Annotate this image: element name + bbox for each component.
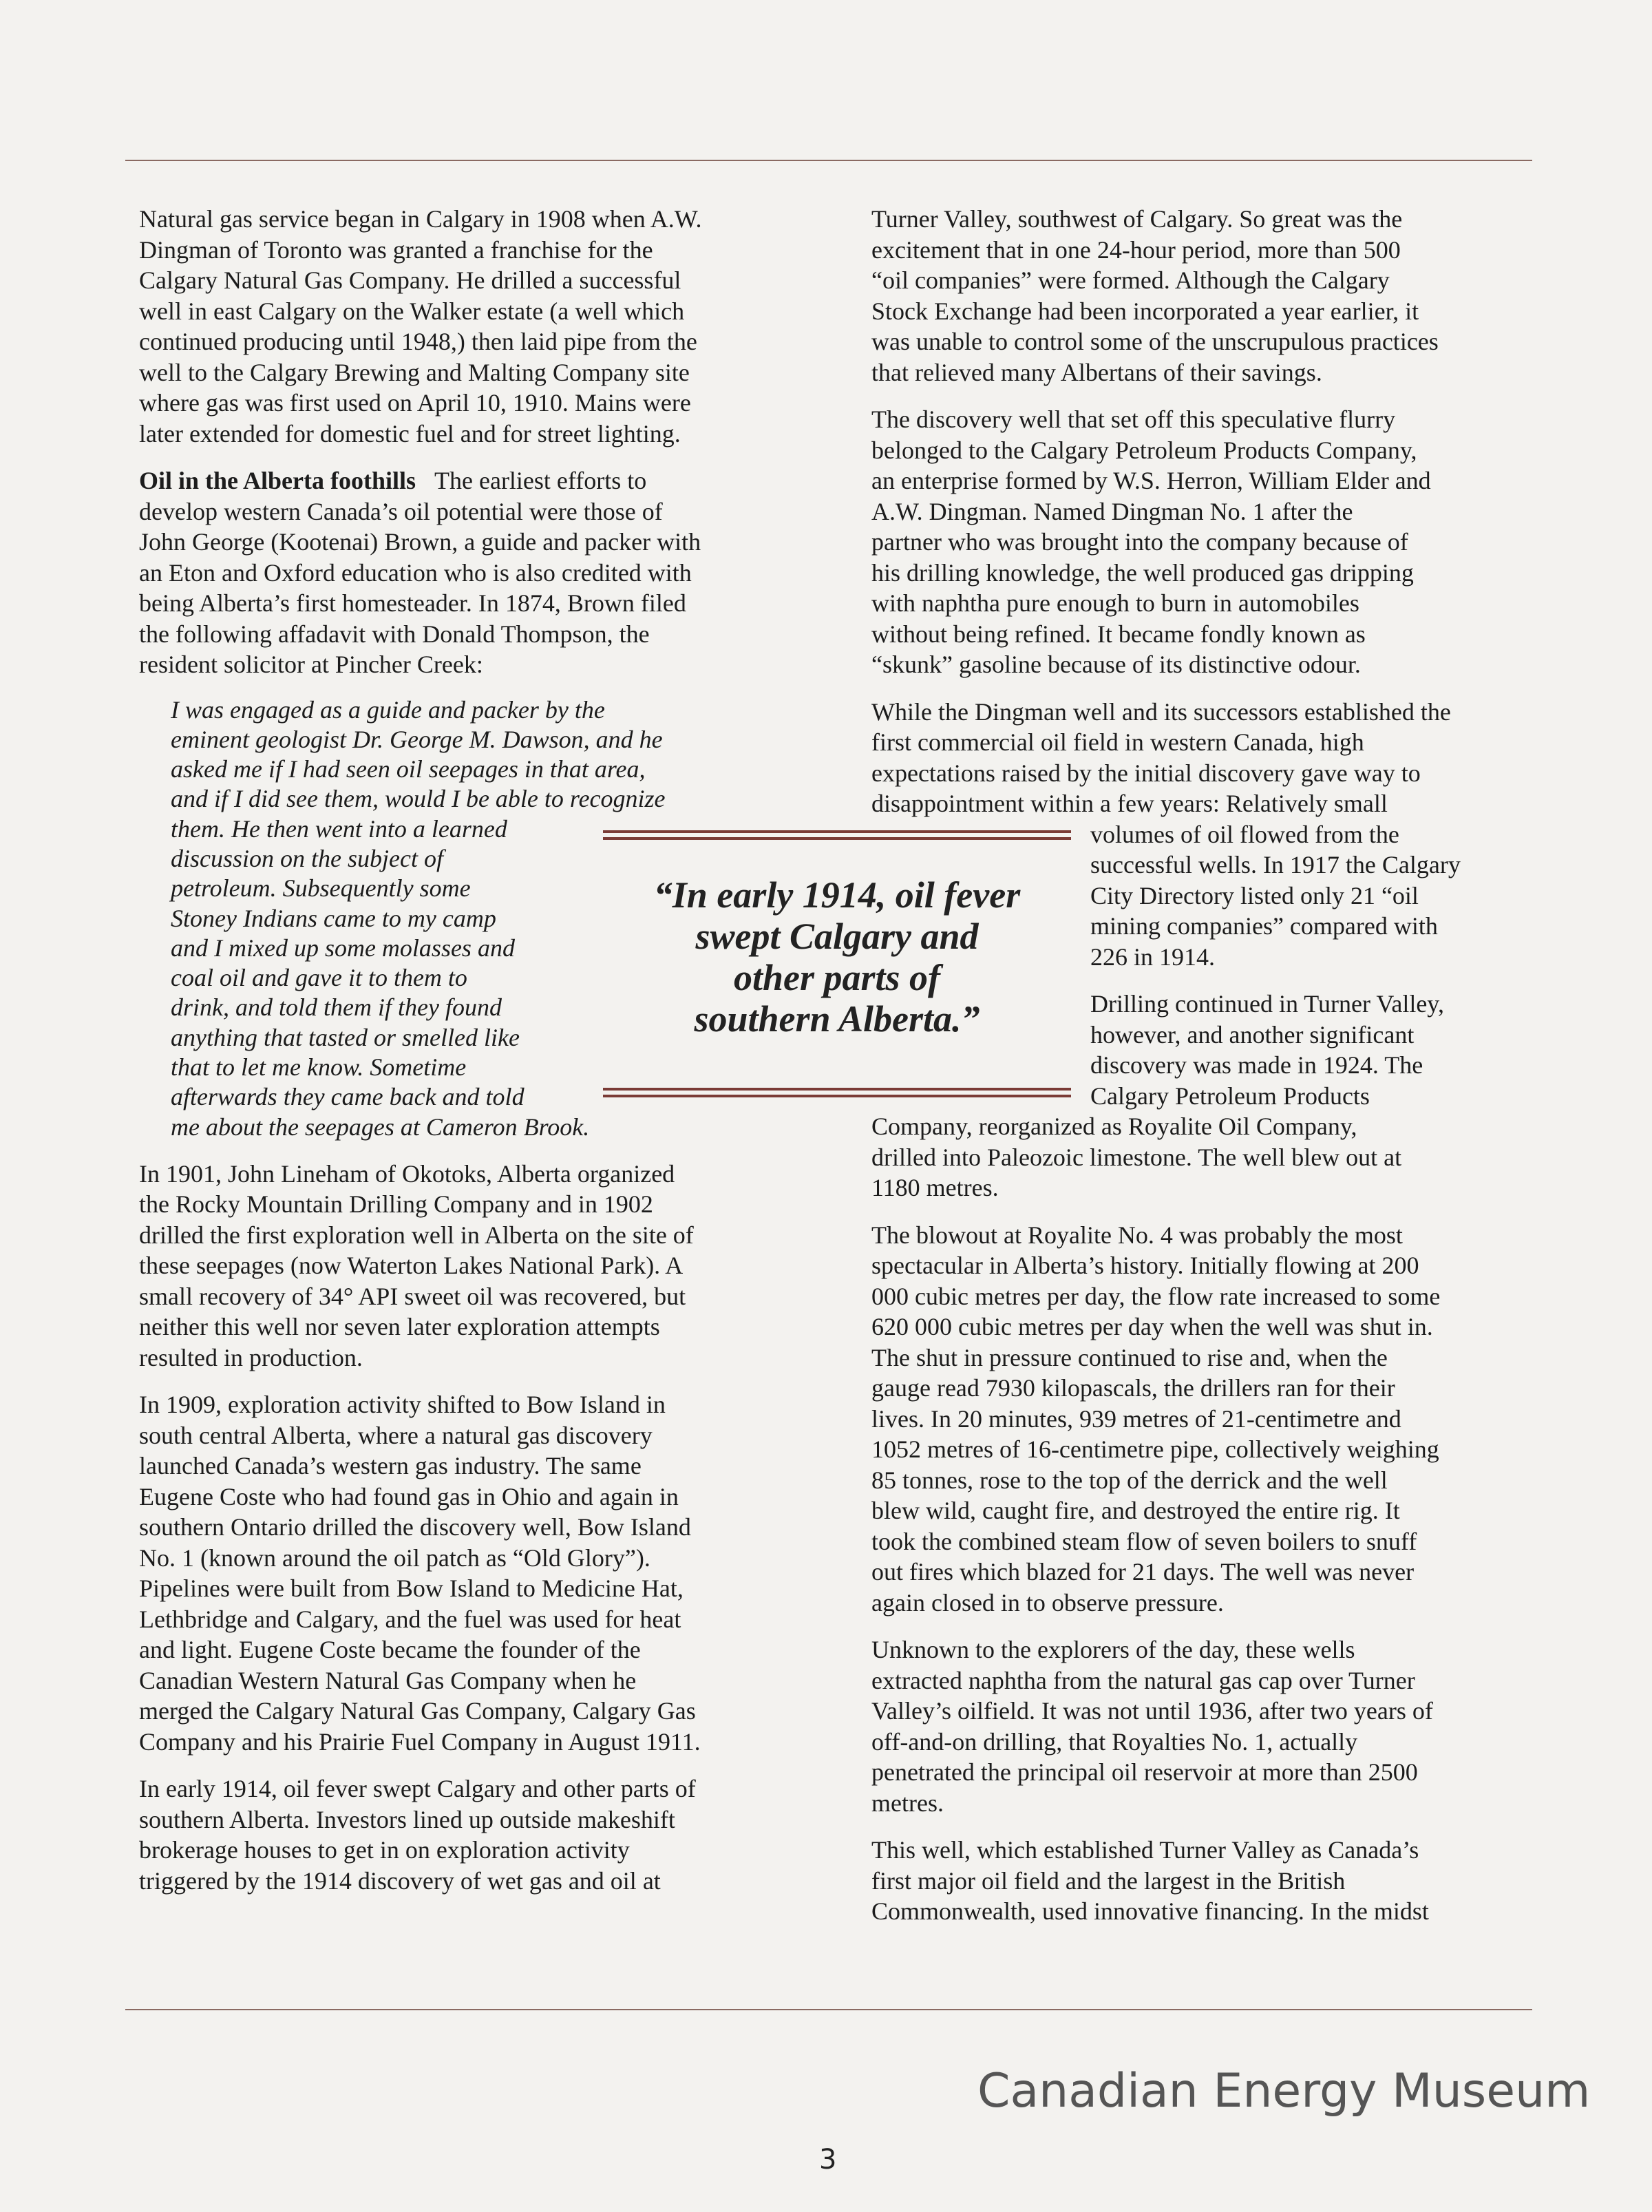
pull-quote-rule xyxy=(603,830,1071,840)
paragraph xyxy=(871,1835,1536,1927)
text-line: resulted in production. xyxy=(139,1343,363,1371)
section-heading: Oil in the Alberta foothills xyxy=(139,467,416,494)
text-line: lives. In 20 minutes, 939 metres of 21-centimetre and xyxy=(871,1404,1401,1433)
text-line: successful wells. In 1917 the Calgary xyxy=(1090,851,1461,878)
bottom-rule xyxy=(125,2009,1532,2010)
text-line: expectations raised by the initial discovery gave way to xyxy=(871,759,1421,787)
text-line: John George (Kootenai) Brown, a guide and packer with xyxy=(139,528,701,556)
text-line: coal oil and gave it to them to xyxy=(171,964,467,992)
text-line: The earliest efforts to xyxy=(434,467,647,494)
text-line: well to the Calgary Brewing and Malting Company site xyxy=(139,358,690,386)
text-line: “In early 1914, oil fever xyxy=(653,874,1021,916)
text-line: brokerage houses to get in on exploration activity xyxy=(139,1836,630,1864)
text-line: the following affadavit with Donald Thompson, the xyxy=(139,620,650,648)
text-line: neither this well nor seven later exploration attempts xyxy=(139,1313,660,1341)
text-line: anything that tasted or smelled like xyxy=(171,1023,520,1051)
paragraph xyxy=(139,465,793,680)
pull-quote-text xyxy=(617,874,1057,1040)
text-line: drilled the first exploration well in Alberta on the site of xyxy=(139,1221,694,1249)
text-line: The discovery well that set off this speculative flurry xyxy=(871,405,1396,433)
watermark: Canadian Energy Museum xyxy=(977,2064,1591,2118)
text-line: Company and his Prairie Fuel Company in August 1911. xyxy=(139,1727,701,1756)
text-line: Eugene Coste who had found gas in Ohio and again in xyxy=(139,1482,679,1510)
text-line: his drilling knowledge, the well produced gas dripping xyxy=(871,558,1414,587)
text-line: where gas was first used on April 10, 1910. Mains were xyxy=(139,389,691,417)
text-line: metres. xyxy=(871,1789,944,1817)
text-line: In early 1914, oil fever swept Calgary and other parts of xyxy=(139,1775,696,1803)
text-line: southern Alberta.” xyxy=(694,998,980,1040)
text-line: without being refined. It became fondly known as xyxy=(871,620,1366,648)
text-line: mining companies” compared with xyxy=(1090,912,1438,940)
paragraph xyxy=(139,204,793,449)
text-line: drink, and told them if they found xyxy=(171,993,502,1022)
text-line: continued producing until 1948,) then laid pipe from the xyxy=(139,328,697,355)
text-line: While the Dingman well and its successors established the xyxy=(871,697,1451,726)
text-line: volumes of oil flowed from the xyxy=(1090,820,1399,848)
text-line: 1180 metres. xyxy=(871,1174,999,1201)
text-line: me about the seepages at Cameron Brook. xyxy=(171,1113,590,1141)
pull-quote-rule xyxy=(603,1088,1071,1097)
text-line: A.W. Dingman. Named Dingman No. 1 after the xyxy=(871,497,1353,525)
text-line: Calgary Natural Gas Company. He drilled a successful xyxy=(139,266,681,294)
text-line: south central Alberta, where a natural gas discovery xyxy=(139,1421,653,1449)
pull-quote xyxy=(603,830,1071,1099)
text-line: excitement that in one 24-hour period, more than 500 xyxy=(871,235,1401,264)
text-line: southern Alberta. Investors lined up outside makeshift xyxy=(139,1805,675,1833)
text-line: The blowout at Royalite No. 4 was probably the most xyxy=(871,1221,1403,1249)
text-line: merged the Calgary Natural Gas Company, Calgary Gas xyxy=(139,1697,696,1725)
text-line: discussion on the subject of xyxy=(171,844,443,872)
text-line: afterwards they came back and told xyxy=(171,1083,525,1111)
text-line: Canadian Western Natural Gas Company when he xyxy=(139,1666,637,1694)
paragraph xyxy=(871,404,1536,680)
text-line: other parts of xyxy=(733,957,941,998)
text-line: and light. Eugene Coste became the founder of the xyxy=(139,1636,641,1664)
text-line: partner who was brought into the company because of xyxy=(871,528,1408,556)
text-line: petroleum. Subsequently some xyxy=(171,874,471,903)
text-line: these seepages (now Waterton Lakes National Park). A xyxy=(139,1252,684,1280)
text-line: an enterprise formed by W.S. Herron, William Elder and xyxy=(871,467,1431,494)
text-line: Turner Valley, southwest of Calgary. So great was the xyxy=(871,205,1403,233)
paragraph xyxy=(871,697,1536,819)
text-line: that relieved many Albertans of their savings. xyxy=(871,358,1322,386)
text-line: Lethbridge and Calgary, and the fuel was used for heat xyxy=(139,1605,681,1633)
text-line: again closed in to observe pressure. xyxy=(871,1588,1224,1616)
text-line: first major oil field and the largest in the British xyxy=(871,1866,1346,1895)
paragraph xyxy=(871,204,1536,388)
text-line: penetrated the principal oil reservoir at more than 2500 xyxy=(871,1758,1418,1786)
text-line: extracted naphtha from the natural gas cap over Turner xyxy=(871,1666,1415,1694)
text-line: gauge read 7930 kilopascals, the drillers ran for their xyxy=(871,1374,1395,1402)
text-line: first commercial oil field in western Canada, high xyxy=(871,728,1364,756)
text-line: 620 000 cubic metres per day when the well was shut in. xyxy=(871,1313,1433,1340)
text-line: swept Calgary and xyxy=(695,916,979,957)
text-line: Natural gas service began in Calgary in 1908 when A.W. xyxy=(139,205,702,233)
text-line: launched Canada’s western gas industry. The same xyxy=(139,1452,642,1480)
text-line: asked me if I had seen oil seepages in that area, xyxy=(171,755,646,783)
text-line: southern Ontario drilled the discovery well, Bow Island xyxy=(139,1513,691,1541)
text-line: Dingman of Toronto was granted a franchise for the xyxy=(139,235,653,264)
text-line: resident solicitor at Pincher Creek: xyxy=(139,651,483,678)
text-line: disappointment within a few years: Relatively small xyxy=(871,790,1388,817)
text-line: belonged to the Calgary Petroleum Products Company, xyxy=(871,436,1417,464)
text-line: Calgary Petroleum Products xyxy=(1090,1082,1370,1110)
text-line: I was engaged as a guide and packer by the xyxy=(171,695,605,724)
text-line: well in east Calgary on the Walker estate (a well which xyxy=(139,297,685,325)
text-line: triggered by the 1914 discovery of wet gas and oil at xyxy=(139,1866,661,1895)
text-line: “oil companies” were formed. Although the Calgary xyxy=(871,266,1390,294)
paragraph xyxy=(871,1220,1536,1619)
text-line: and I mixed up some molasses and xyxy=(171,934,515,962)
text-line: Unknown to the explorers of the day, these wells xyxy=(871,1636,1355,1663)
text-line: 000 cubic metres per day, the flow rate increased to some xyxy=(871,1282,1441,1310)
text-line: “skunk” gasoline because of its distinctive odour. xyxy=(871,651,1361,678)
text-line: spectacular in Alberta’s history. Initially flowing at 200 xyxy=(871,1252,1419,1279)
paragraph xyxy=(871,1634,1536,1818)
text-line: however, and another significant xyxy=(1090,1020,1415,1049)
text-line: small recovery of 34° API sweet oil was recovered, but xyxy=(139,1282,686,1310)
paragraph xyxy=(871,1111,1536,1203)
text-line: and if I did see them, would I be able to recognize xyxy=(171,785,666,813)
text-line: The shut in pressure continued to rise and, when the xyxy=(871,1343,1388,1371)
text-line: drilled into Paleozoic limestone. The well blew out at xyxy=(871,1143,1402,1171)
text-line: Commonwealth, used innovative financing. In the midst xyxy=(871,1897,1429,1925)
paragraph xyxy=(139,1773,793,1896)
text-line: develop western Canada’s oil potential were those of xyxy=(139,497,663,525)
text-line: In 1901, John Lineham of Okotoks, Alberta organized xyxy=(139,1159,675,1188)
text-line: City Directory listed only 21 “oil xyxy=(1090,881,1419,909)
text-line: eminent geologist Dr. George M. Dawson, and he xyxy=(171,725,663,753)
paragraph xyxy=(139,1159,793,1373)
text-line: Company, reorganized as Royalite Oil Company, xyxy=(871,1113,1357,1140)
text-line: 85 tonnes, rose to the top of the derrick and the well xyxy=(871,1466,1388,1494)
text-line: was unable to control some of the unscrupulous practices xyxy=(871,328,1439,355)
text-line: Stoney Indians came to my camp xyxy=(171,904,496,932)
text-line: being Alberta’s first homesteader. In 1874, Brown filed xyxy=(139,589,686,617)
text-line: Valley’s oilfield. It was not until 1936, after two years of xyxy=(871,1697,1433,1725)
text-line: the Rocky Mountain Drilling Company and in 1902 xyxy=(139,1190,653,1219)
text-line: out fires which blazed for 21 days. The well was never xyxy=(871,1558,1415,1586)
text-line: 226 in 1914. xyxy=(1090,942,1216,971)
text-line: 1052 metres of 16-centimetre pipe, collectively weighing xyxy=(871,1435,1439,1463)
text-line: with naphtha pure enough to burn in automobiles xyxy=(871,589,1359,617)
text-line: discovery was made in 1924. The xyxy=(1090,1051,1423,1079)
paragraph xyxy=(139,1389,793,1757)
text-line: No. 1 (known around the oil patch as “Old Glory”). xyxy=(139,1544,650,1572)
text-line: an Eton and Oxford education who is also credited with xyxy=(139,558,692,587)
text-line: Drilling continued in Turner Valley, xyxy=(1090,990,1444,1018)
text-line: This well, which established Turner Valley as Canada’s xyxy=(871,1836,1419,1864)
page-number: 3 xyxy=(819,2144,837,2176)
text-line: off-and-on drilling, that Royalties No. 1, actually xyxy=(871,1727,1358,1756)
text-line: Pipelines were built from Bow Island to Medicine Hat, xyxy=(139,1574,684,1603)
text-line: blew wild, caught fire, and destroyed the entire rig. It xyxy=(871,1497,1400,1524)
text-line: later extended for domestic fuel and for street lighting. xyxy=(139,419,681,447)
text-line: In 1909, exploration activity shifted to Bow Island in xyxy=(139,1391,666,1419)
top-rule xyxy=(125,160,1532,161)
text-line: them. He then went into a learned xyxy=(171,814,507,843)
text-line: took the combined steam flow of seven boilers to snuff xyxy=(871,1527,1417,1555)
text-line: Stock Exchange had been incorporated a year earlier, it xyxy=(871,297,1419,325)
text-line: that to let me know. Sometime xyxy=(171,1053,467,1082)
